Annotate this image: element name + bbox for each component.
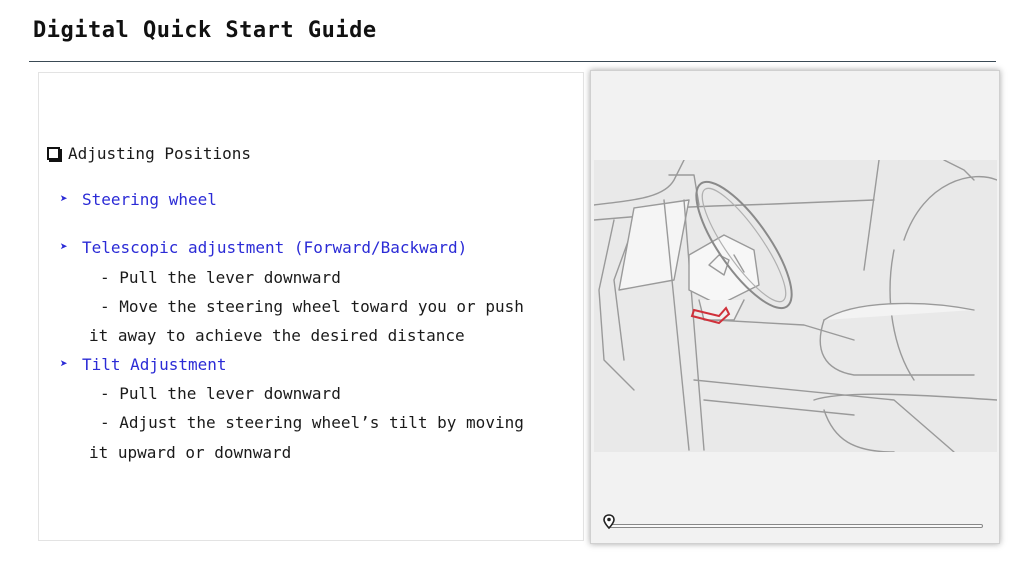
- step-text: - Move the steering wheel toward you or push: [100, 297, 524, 316]
- section-heading: [47, 144, 251, 163]
- checkbox-bullet-icon: [47, 147, 60, 160]
- list-item-steering-wheel: [60, 190, 217, 209]
- step-text: - Pull the lever downward: [100, 268, 341, 287]
- list-item-label: Steering wheel: [82, 190, 217, 209]
- page-title: Digital Quick Start Guide: [33, 18, 377, 43]
- list-item-tilt: [60, 355, 227, 374]
- title-divider: [29, 61, 996, 62]
- step-text: it upward or downward: [89, 443, 292, 462]
- step-text: - Adjust the steering wheel’s tilt by moving: [100, 413, 524, 432]
- steering-wheel-illustration: [594, 160, 997, 452]
- progress-bar[interactable]: [609, 524, 983, 528]
- step-text: it away to achieve the desired distance: [89, 326, 465, 345]
- arrow-bullet-icon: ➤: [60, 357, 68, 372]
- location-pin-icon[interactable]: [603, 514, 615, 530]
- arrow-bullet-icon: ➤: [60, 192, 68, 207]
- list-item-label: Tilt Adjustment: [82, 355, 227, 374]
- step-text: - Pull the lever downward: [100, 384, 341, 403]
- list-item-label: Telescopic adjustment (Forward/Backward): [82, 238, 468, 257]
- list-item-telescopic: [60, 238, 467, 257]
- arrow-bullet-icon: ➤: [60, 240, 68, 255]
- section-heading-label: Adjusting Positions: [68, 144, 252, 163]
